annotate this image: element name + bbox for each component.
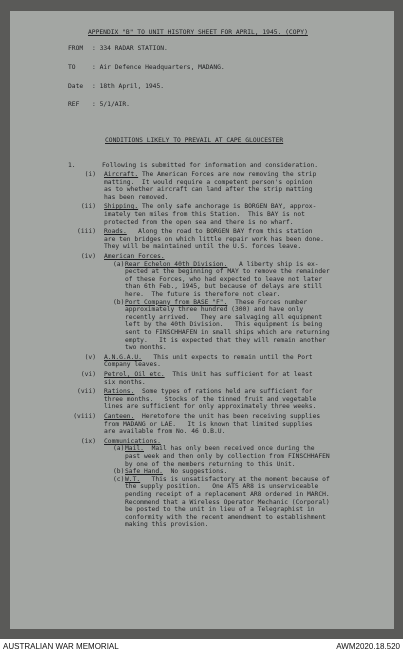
subsection-title: Rear Echelon 40th Division. — [125, 260, 228, 268]
section-text: matting. It would require a competent person's opinion — [104, 178, 313, 186]
section-text: are available from No. 46 O.B.U. — [104, 428, 226, 436]
section-text: from MADANG or LAE. It is known that limited supplies — [104, 420, 313, 428]
subsection-text: pected at the beginning of MAY to remove the remainder — [125, 268, 330, 276]
section-text: This Unit has sufficient for at least — [164, 371, 313, 378]
para-number: 1. — [68, 162, 76, 169]
subsection-text: This is unsatisfactory at the moment because of — [140, 475, 330, 483]
from-value: : 334 RADAR STATION. — [92, 45, 168, 52]
section-text: They will be maintained until the U.S. forces leave. — [104, 243, 302, 251]
section-text: This unit expects to remain until the Port — [142, 353, 313, 361]
subsection-text: approximately three hundred (300) and have only — [125, 306, 304, 314]
subsection-text: the supply position. One AT5 AR8 is unserviceable — [125, 483, 319, 491]
section-text: Along the road to BORGEN BAY from this station — [126, 228, 313, 236]
subsection-text: left by the 40th Division. This equipment is being — [125, 321, 323, 329]
to-label: TO — [68, 64, 76, 71]
section-text: are ten bridges on which little repair work has been done. — [104, 235, 324, 243]
date-value: : 18th April, 1945. — [92, 83, 165, 90]
subsection-text: pending receipt of a replacement AR8 ordered in MARCH. — [125, 491, 330, 498]
subsection-text: sent to FINSCHHAFEN in small ships which are returning — [125, 329, 330, 336]
section-title: Roads. — [104, 228, 127, 236]
subsection-text: These Forces number — [227, 298, 308, 306]
section-title: Aircraft. — [104, 171, 139, 178]
subsection-text: empty. It is expected that they will remain another — [125, 336, 326, 344]
subsection-text: conformity with the recent amendment to establishment — [125, 513, 326, 521]
subsection-text: Mail has only been received once during the — [144, 445, 315, 453]
subsection-text: A liberty ship is ex- — [227, 260, 319, 268]
section-number: (iii) — [77, 228, 96, 236]
subsection-title: Port Company from BASE "F". — [125, 298, 228, 306]
section-text: Company leaves. — [104, 361, 161, 369]
section-text: protected from the open sea and there is no wharf. — [104, 218, 294, 226]
section-number: (ii) — [80, 203, 96, 211]
section-number: (ix) — [80, 437, 96, 445]
section-number: (viii) — [73, 413, 96, 420]
section-title: Rations. — [104, 388, 135, 396]
section-number: (iv) — [80, 253, 96, 260]
subsection-letter: (c) — [113, 475, 125, 483]
subsection-text: than 6th Feb., 1945, but because of delays are still — [125, 283, 323, 291]
section-title: Shipping. — [104, 203, 139, 211]
section-title: Canteen. — [104, 413, 135, 420]
from-label: FROM — [68, 45, 84, 52]
intro-text: Following is submitted for information and consideration. — [102, 162, 319, 169]
subsection-text: past week and then only by collection from FINSCHHAFEN — [125, 453, 330, 460]
footer-bar — [0, 639, 403, 653]
date-label: Date — [68, 83, 84, 90]
document-page — [10, 11, 394, 629]
footer-institution: AUSTRALIAN WAR MEMORIAL — [3, 642, 119, 651]
ref-value: : 5/1/AIR. — [92, 101, 130, 108]
subsection-title: Safe Hand. — [125, 468, 163, 476]
appendix-title: APPENDIX "B" TO UNIT HISTORY SHEET FOR APRIL, 1945. (COPY) — [88, 29, 308, 36]
subsection-text: recently arrived. They are salvaging all equipment — [125, 313, 323, 321]
to-value: : Air Defence Headquarters, MADANG. — [92, 64, 225, 71]
conditions-heading: CONDITIONS LIKELY TO PREVAIL AT CAPE GLOUCESTER — [105, 137, 284, 144]
section-text: Heretofore the unit has been receiving supplies — [134, 413, 321, 420]
section-title: Petrol, Oil etc. — [104, 371, 165, 378]
subsection-letter: (b) — [113, 298, 125, 306]
subsection-text: making this provision. — [125, 521, 209, 529]
section-text: The only safe anchorage is BORGEN BAY, approx- — [138, 203, 317, 211]
section-text: as to whether aircraft can land after the strip matting — [104, 186, 313, 194]
section-text: Some types of rations held are sufficient for — [134, 388, 313, 396]
subsection-letter: (a) — [113, 445, 125, 453]
section-title: A.N.G.A.U. — [104, 353, 142, 361]
ref-label: REF — [68, 101, 80, 108]
section-title: American Forces. — [104, 253, 165, 260]
subsection-title: W.T. — [125, 475, 141, 483]
subsection-text: of these Forces, who had expected to leave not later — [125, 275, 323, 283]
section-text: imately ten miles from this Station. This BAY is not — [104, 211, 305, 218]
section-text: The American Forces are now removing the strip — [138, 171, 317, 178]
section-text: three months. Stocks of the tinned fruit and vegetable — [104, 395, 317, 403]
section-number: (vi) — [80, 371, 96, 378]
subsection-letter: (a) — [113, 260, 125, 268]
footer-accession-number: AWM2020.18.520 — [336, 642, 400, 651]
section-number: (i) — [84, 171, 96, 178]
section-text: has been removed. — [104, 193, 169, 201]
subsection-text: by one of the members returning to this Unit. — [125, 460, 296, 468]
subsection-letter: (b) — [113, 468, 125, 476]
subsection-text: two months. — [125, 344, 167, 352]
section-text: lines are sufficient for only approximately three weeks. — [104, 403, 317, 411]
section-number: (vii) — [77, 388, 96, 396]
subsection-title: Mail. — [125, 445, 144, 453]
subsection-text: be posted to the unit in lieu of a Telegraphist in — [125, 506, 315, 514]
subsection-text: here. The future is therefore not clear. — [125, 291, 281, 298]
subsection-text: Recommend that a Wireless Operator Mechanic (Corporal) — [125, 498, 330, 506]
section-text: six months. — [104, 378, 146, 386]
subsection-text: No suggestions. — [163, 468, 228, 476]
section-number: (v) — [84, 353, 96, 361]
section-title: Communications. — [104, 437, 161, 445]
